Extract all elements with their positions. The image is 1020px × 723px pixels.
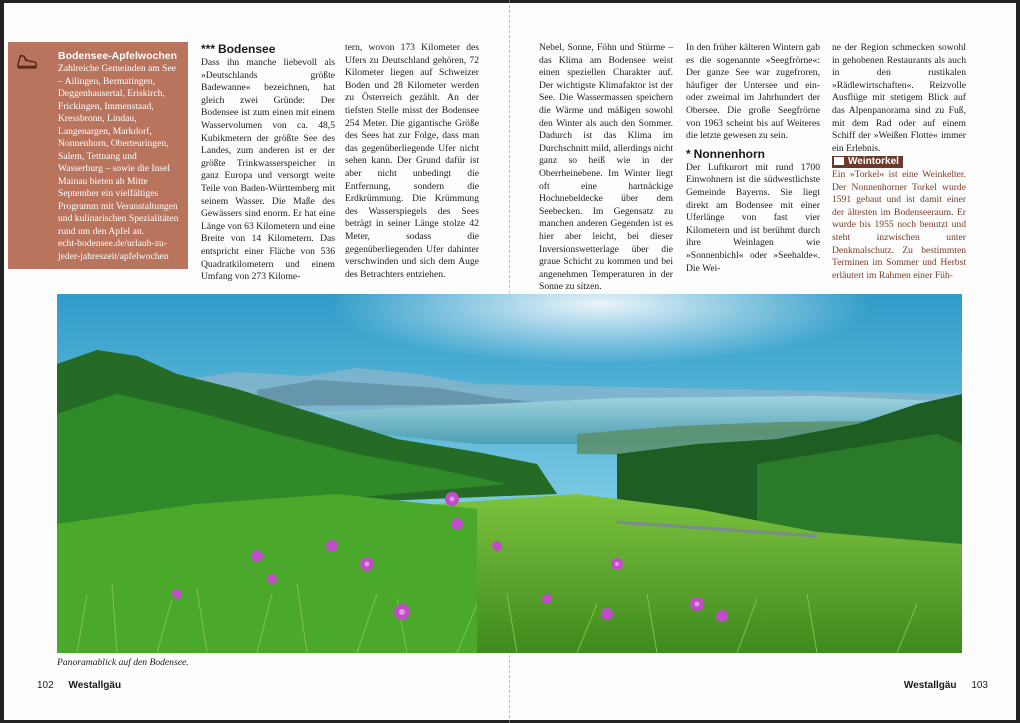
column-4-bottom-text: Der Luftkurort mit rund 1700 Einwohnern ist die südwestlichste Gemeinde Bayerns. Sie liegt direkt am Bodensee mit einer Uferlänge von fast vier Kilometern und ist berühmt durch ihre Weinlagen wie »Sonnenbichl« oder »Seehalde«. Die Wei-	[686, 161, 820, 274]
page-edge-right	[1016, 0, 1020, 723]
column-4-top-text: In den früher kälteren Wintern gab es die sogenannte »Seegfrörne«: Der ganze See war zugefroren, häufiger der Untersee und ein- oder zweimal im Jahrhundert der Obersee. Die große Seegfrörne von 1963 scheint bis auf Weiteres die letzte gewesen zu sein.	[686, 42, 820, 142]
apfelwochen-sidebar	[8, 42, 188, 269]
sidebar-text: Zahlreiche Gemeinden am See – Ailingen, Bermatingen, Deggenhausertal, Eriskirch, Frickingen, Immenstaad, Kressbronn, Lindau, Langenargen, Markdorf, Nonnenhorn, Oberteuringen, Salem, Tettnang und Wasserburg – sowie die Insel Mainau bieten ab Mitte September ein vielfältiges Programm mit Veranstaltungen und kulinarischen Spezialitäten rund um den Apfel an.	[58, 63, 179, 237]
weintorkel-heading	[832, 156, 903, 168]
article-column-3	[539, 42, 673, 294]
nonnenhorn-heading	[686, 147, 820, 161]
column-5-top-text: ne der Region schmecken sowohl in gehobenen Restaurants als auch in den rustikalen »Rädlewirtschaften«. Reizvolle Ausflüge mit stetigem Blick auf das Alpenpanorama sind zu Fuß, mit dem Rad oder auf einem Schiff der »Weißen Flotte« immer ein Erlebnis.	[832, 42, 966, 154]
article-column-1	[201, 42, 335, 284]
column-3-text: Nebel, Sonne, Föhn und Stürme – das Klima am Bodensee weist einen speziellen Charakter auf. Der wichtigste Klimafaktor ist der See. Die Wassermassen speichern die Wärme und mäßigen sowohl den Winter als auch den Sommer. Dadurch ist das Klima im Durchschnitt mild, allerdings nicht ganz so heiß wie in der Oberrheinebene. Im Winter liegt oft eine hartnäckige Hochnebeldecke über dem Seebecken. Im Gegensatz zu manchen anderen Gegenden ist es hier aber leicht, bei dieser Inversionswetterlage über die graue Schicht zu kommen und bei angenehmen Temperaturen in der Sonne zu sitzen.	[539, 42, 673, 293]
bodensee-heading-text: Bodensee	[218, 42, 276, 56]
sidebar-body	[58, 63, 180, 263]
section-name-left: Westallgäu	[68, 680, 122, 691]
bodensee-heading	[201, 42, 335, 56]
page-number-right: 103	[971, 680, 988, 691]
page-edge-left	[0, 0, 4, 723]
sidebar-title: Bodensee-Apfelwochen	[58, 50, 178, 62]
footer-left	[37, 680, 121, 691]
column-1-text: Dass ihn manche liebevoll als »Deutschlands größte Badewanne« bezeichnen, hat gleich zwei Gründe: Der Bodensee ist zum einen mit einem Wasservolumen von ca. 48,5 Kubikmetern der größte See des Landes, zum anderen ist er der größte Trinkwasserspeicher in ganz Europa und versorgt weite Teile von Baden-Württemberg mit seinem Wasser. Die Maße des Gewässers sind enorm. Er hat eine Länge von 63 Kilometern und eine Breite von 14 Kilometern. Das entspricht einer Fläche von 536 Quadratkilometern und einem Umfang von 273 Kilome-	[201, 57, 336, 283]
page-edge-top	[0, 0, 1020, 3]
footer-right	[904, 680, 988, 691]
rating-stars: ***	[201, 42, 216, 56]
wine-press-icon	[834, 157, 844, 165]
photo-caption: Panoramablick auf den Bodensee.	[57, 657, 189, 668]
article-column-4	[686, 42, 820, 275]
page-number-left: 102	[37, 680, 54, 691]
column-2-text: tern, wovon 173 Kilometer des Ufers zu Deutschland gehören, 72 Kilometer liegen auf Schweizer Boden und 28 Kilometer werden zu Österreich gezählt. An der tiefsten Stelle misst der Bodensee 254 Meter. Die gigantische Größe des Sees hat zur Folge, dass man das gegenüberliegende Ufer nicht sehen kann. Der Grund dafür ist aber nicht unbedingt die Entfernung, sondern die Erdkrümmung. Die Krümmung des Wasserspiegels des Sees beträgt in seiner Länge stolze 42 Meter, sodass die gegenüberliegenden Ufer dahinter verschwinden und sich dem Auge des Betrachters entziehen.	[345, 42, 479, 280]
article-column-2	[345, 42, 479, 281]
sidebar-link[interactable]: echt-bodensee.de/urlaub-zu-jeder-jahreszeit/apfelwochen	[58, 238, 169, 262]
shoe-icon	[16, 50, 38, 72]
column-5-bottom-text: Ein »Torkel« ist eine Weinkelter. Der Nonnenhorner Torkel wurde 1591 gebaut und ist damit einer der ältesten im Bodenseeraum. Er wurde bis 1955 noch benutzt und steht inzwischen unter Denkmalschutz. Zu bestimmten Terminen im Sommer und Herbst erläutert im Rahmen einer Füh-	[832, 168, 966, 281]
rating-star: *	[686, 146, 691, 161]
section-name-right: Westallgäu	[903, 680, 957, 691]
panorama-illustration	[57, 294, 962, 653]
lake-panorama-photo	[57, 294, 962, 653]
weintorkel-heading-text: Weintorkel	[848, 156, 899, 168]
article-column-5	[832, 42, 966, 282]
nonnenhorn-heading-text: Nonnenhorn	[693, 146, 765, 161]
